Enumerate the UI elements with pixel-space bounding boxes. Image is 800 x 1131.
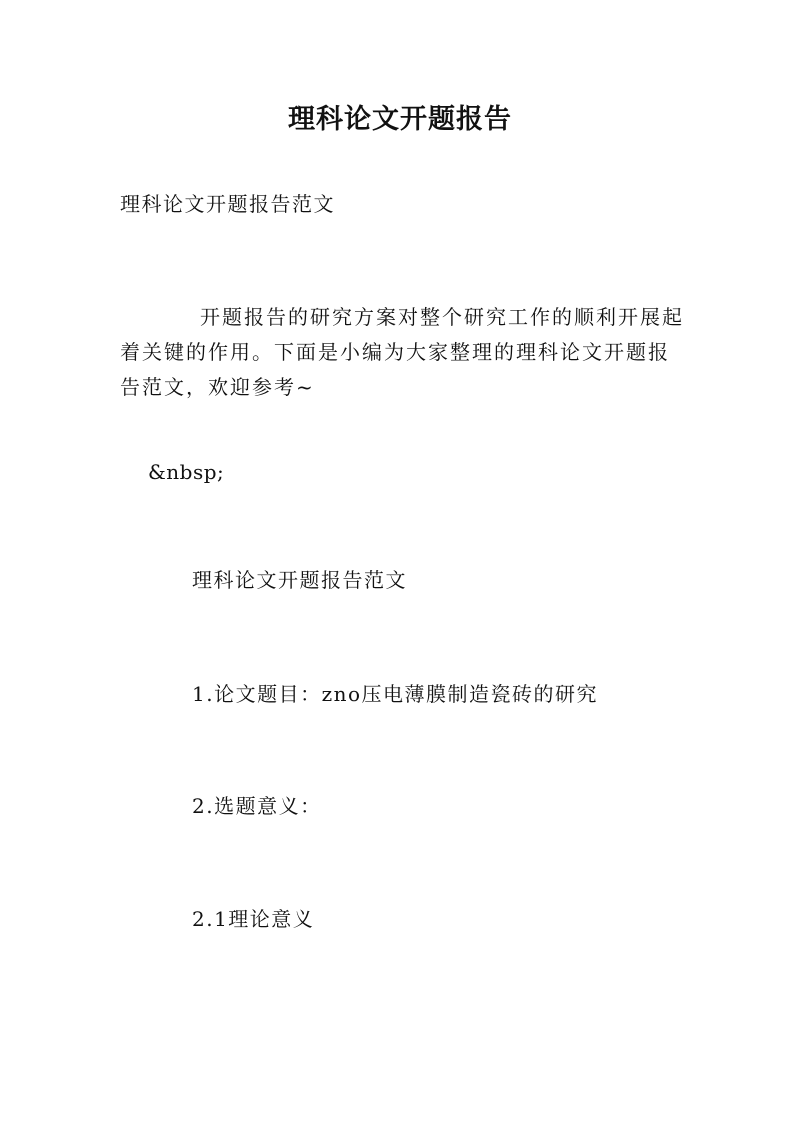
section-title: 理科论文开题报告范文 [192, 568, 407, 592]
intro-paragraph: 开题报告的研究方案对整个研究工作的顺利开展起着关键的作用。下面是小编为大家整理的理科论文开题报告范文，欢迎参考~ [120, 305, 684, 399]
document-subtitle: 理科论文开题报告范文 [120, 192, 335, 216]
list-item-significance: 2.选题意义： [192, 794, 322, 818]
document-title: 理科论文开题报告 [288, 104, 512, 135]
list-item-thesis-topic: 1.论文题目：zno压电薄膜制造瓷砖的研究 [192, 682, 599, 706]
stray-nbsp-text: &nbsp; [148, 460, 225, 484]
list-item-theoretical-significance: 2.1理论意义 [192, 907, 315, 931]
